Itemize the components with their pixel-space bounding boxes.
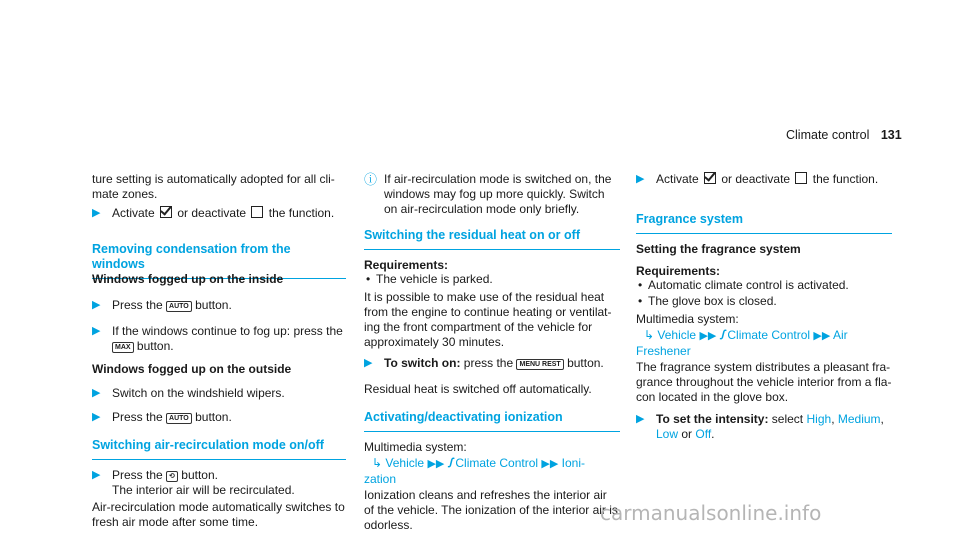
- condensation-step-3: ▶ Switch on the windshield wipers.: [92, 386, 285, 400]
- auto-button-icon: AUTO: [166, 413, 192, 424]
- path-ionization: Ioni- zation: [364, 456, 586, 486]
- info-icon: ⓘ: [364, 172, 378, 187]
- step-arrow-icon: ▶: [636, 173, 645, 185]
- requirements-heading: Requirements:: [364, 258, 449, 272]
- multimedia-label: Multimedia system:: [364, 440, 467, 454]
- residual-heat-body: It is possible to make use of the residual heat from the engine to continue heating or ventilat- ing the front compartment of the vehicle for approximately 30 minutes.: [364, 290, 612, 349]
- condensation-heading: Removing condensation from the windows: [92, 242, 346, 279]
- path-vehicle: Vehicle: [657, 328, 697, 342]
- recirculation-heading: Switching air-recirculation mode on/off: [92, 438, 346, 460]
- page-number: 131: [880, 128, 902, 142]
- step-arrow-icon: ▶: [92, 299, 101, 311]
- checkbox-checked-icon: [704, 172, 716, 184]
- recirculation-result: The interior air will be recirculated.: [112, 483, 295, 497]
- step-arrow-icon: ▶: [92, 469, 101, 481]
- max-defrost-icon: MAX: [112, 342, 134, 353]
- outside-fog-heading: Windows fogged up on the outside: [92, 362, 292, 376]
- ionization-heading: Activating/deactivating ionization: [364, 410, 620, 432]
- fragrance-heading: Fragrance system: [636, 212, 892, 234]
- option-high: High: [806, 412, 832, 426]
- intro-text: ture setting is automatically adopted for all cli- mate zones.: [92, 172, 335, 201]
- path-separator-icon: ▶▶: [699, 330, 717, 342]
- residual-heat-step: ▶ To switch on: press the MENU REST button.: [364, 356, 604, 370]
- activate-step: ▶ Activate or deactivate the function.: [92, 206, 335, 220]
- residual-heat-heading: Switching the residual heat on or off: [364, 228, 620, 250]
- ionization-body: Ionization cleans and refreshes the interior air of the vehicle. The ionization of the interior air is odorless.: [364, 488, 618, 532]
- recirculation-note: Air-recirculation mode automatically switches to fresh air mode after some time.: [92, 500, 345, 529]
- watermark: carmanualsonline.info: [600, 501, 822, 525]
- ionization-menu-path: [364, 456, 620, 487]
- step-arrow-icon: ▶: [92, 387, 101, 399]
- requirement-item: • The glove box is closed.: [636, 294, 777, 309]
- recirculation-icon: ⟲: [166, 471, 178, 482]
- auto-button-icon: AUTO: [166, 301, 192, 312]
- option-off: Off: [695, 427, 712, 441]
- page-header: [786, 128, 902, 143]
- menu-entry-arrow-icon: ↳: [644, 328, 655, 342]
- activate-step: ▶ Activate or deactivate the function.: [636, 172, 879, 186]
- option-low: Low: [656, 427, 679, 441]
- condensation-step-4: ▶ Press the AUTO button.: [92, 410, 232, 424]
- checkbox-empty-icon: [251, 206, 263, 218]
- climate-control-icon: ꭍ: [719, 328, 725, 342]
- climate-control-icon: ꭍ: [447, 456, 453, 470]
- requirement-item: • The vehicle is parked.: [364, 272, 493, 287]
- path-air-freshener: Air Freshener: [636, 328, 848, 358]
- requirements-heading: Requirements:: [636, 264, 721, 278]
- condensation-step-1: ▶ Press the AUTO button.: [92, 298, 232, 312]
- inside-fog-heading: Windows fogged up on the inside: [92, 272, 284, 286]
- path-climate-control: Climate Control: [455, 456, 539, 470]
- fragrance-subheading: Setting the fragrance system: [636, 242, 801, 256]
- info-note: ⓘ If air-recirculation mode is switched on, the windows may fog up more quickly. Switch on air-recirculation mode only briefly.: [364, 172, 612, 216]
- path-climate-control: Climate Control: [727, 328, 811, 342]
- condensation-step-2: ▶ If the windows continue to fog up: press the MAX button.: [92, 324, 343, 353]
- path-separator-icon: ▶▶: [541, 458, 559, 470]
- residual-heat-result: Residual heat is switched off automatically.: [364, 382, 592, 396]
- multimedia-label: Multimedia system:: [636, 312, 739, 326]
- fragrance-menu-path: [636, 328, 892, 359]
- step-arrow-icon: ▶: [364, 357, 373, 369]
- path-separator-icon: ▶▶: [813, 330, 831, 342]
- requirement-item: • Automatic climate control is activated.: [636, 278, 849, 293]
- menu-entry-arrow-icon: ↳: [372, 456, 383, 470]
- path-separator-icon: ▶▶: [427, 458, 445, 470]
- checkbox-checked-icon: [160, 206, 172, 218]
- fragrance-body: The fragrance system distributes a pleasant fra- grance throughout the vehicle interior from a fla- con located in the glove box.: [636, 360, 892, 404]
- step-arrow-icon: ▶: [92, 411, 101, 423]
- menu-rest-icon: MENU REST: [516, 359, 563, 370]
- step-arrow-icon: ▶: [92, 207, 101, 219]
- recirculation-step-1: ▶ Press the ⟲ button. The interior air will be recirculated.: [92, 468, 295, 497]
- option-medium: Medium: [837, 412, 881, 426]
- step-arrow-icon: ▶: [92, 325, 101, 337]
- section-title: Climate control: [786, 128, 870, 142]
- step-arrow-icon: ▶: [636, 413, 645, 425]
- checkbox-empty-icon: [795, 172, 807, 184]
- fragrance-intensity-step: ▶ To set the intensity: select High, Medium, Low or Off.: [636, 412, 884, 441]
- path-vehicle: Vehicle: [385, 456, 425, 470]
